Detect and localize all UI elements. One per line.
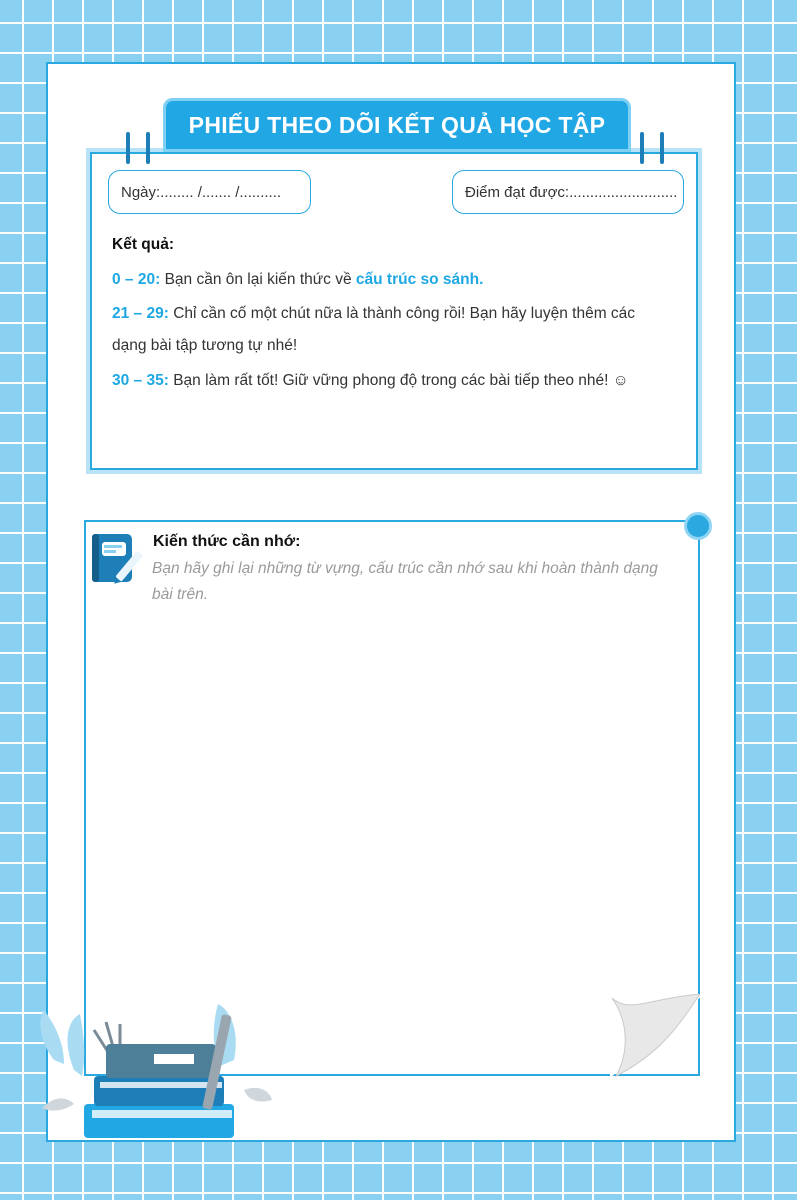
ring-binder-right-2	[660, 132, 664, 164]
pin-icon	[684, 512, 712, 540]
result-range-1: 0 – 20: Bạn cần ôn lại kiến thức về cấu trúc so sánh.	[112, 271, 484, 288]
date-field[interactable]: Ngày:........ /....... /..........	[108, 170, 311, 214]
score-field[interactable]: Điểm đạt được:..........................	[452, 170, 684, 214]
page-title: PHIẾU THEO DÕI KẾT QUẢ HỌC TẬP	[188, 111, 606, 138]
ring-binder-right-1	[640, 132, 644, 164]
page-title-banner	[163, 98, 631, 152]
result-range-2-cont: dạng bài tập tương tự nhé!	[112, 337, 298, 354]
notes-instruction: Bạn hãy ghi lại những từ vựng, cấu trúc cần nhớ sau khi hoàn thành dạng bài trên.	[152, 560, 658, 603]
books-illustration	[34, 1000, 274, 1142]
ring-binder-left-2	[146, 132, 150, 164]
page-curl	[610, 994, 704, 1078]
notebook-pencil-icon	[88, 530, 144, 586]
results-heading: Kết quả:	[112, 236, 174, 253]
result-range-2: 21 – 29: Chỉ cần cố một chút nữa là thành công rồi! Bạn hãy luyện thêm các	[112, 305, 636, 322]
ring-binder-left-1	[126, 132, 130, 164]
result-range-3: 30 – 35: Bạn làm rất tốt! Giữ vững phong độ trong các bài tiếp theo nhé! ☺	[112, 372, 629, 389]
notes-title: Kiến thức cần nhớ:	[153, 533, 301, 550]
